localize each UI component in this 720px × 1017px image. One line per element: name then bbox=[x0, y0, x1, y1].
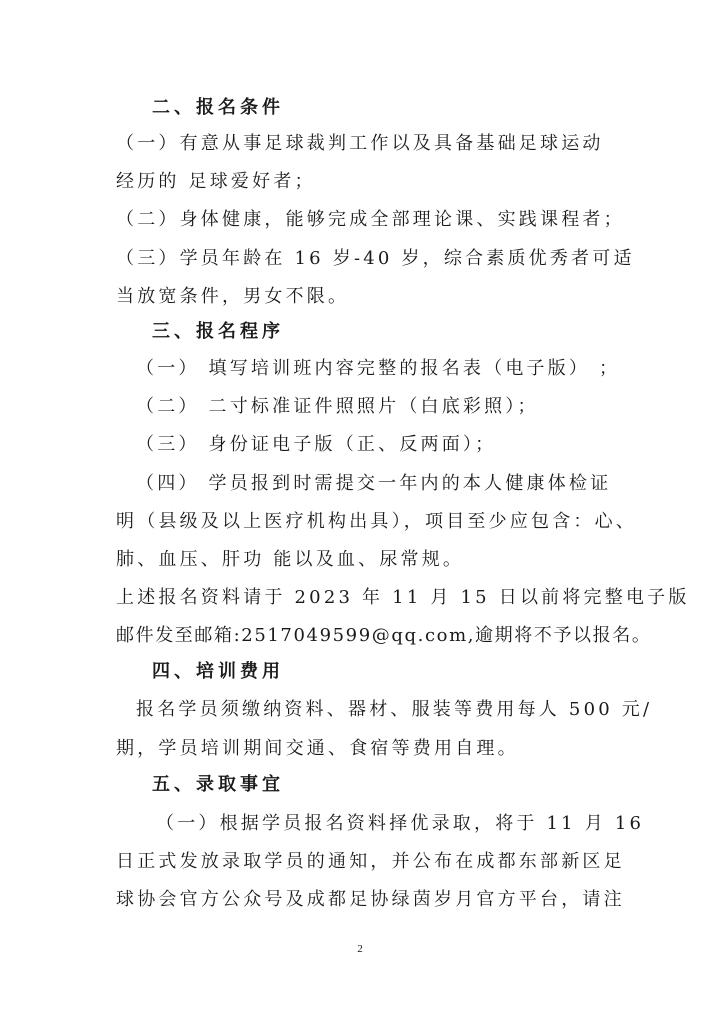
section-3-item-4a: （四） 学员报到时需提交一年内的本人健康体检证 bbox=[136, 473, 612, 494]
section-2-item-1b: 经历的 足球爱好者； bbox=[116, 171, 316, 192]
section-3-item-1: （一） 填写培训班内容完整的报名表（电子版） ； bbox=[136, 358, 621, 379]
section-2-item-3b: 当放宽条件，男女不限。 bbox=[116, 286, 350, 307]
section-2-title: 二、报名条件 bbox=[152, 97, 284, 118]
section-3-item-3: （三） 身份证电子版（正、反两面）； bbox=[136, 434, 497, 455]
section-2-item-3a: （三）学员年龄在 16 岁-40 岁，综合素质优秀者可适 bbox=[116, 248, 635, 269]
section-3-title: 三、报名程序 bbox=[152, 321, 284, 342]
section-5-item-1c: 球协会官方公众号及成都足协绿茵岁月官方平台，请注 bbox=[116, 889, 625, 910]
section-5-title: 五、录取事宜 bbox=[152, 774, 284, 795]
section-3-item-4b: 明（县级及以上医疗机构出具），项目至少应包含：心、 bbox=[116, 511, 637, 532]
section-4-title: 四、培训费用 bbox=[152, 661, 284, 682]
section-4-item-1b: 期，学员培训期间交通、食宿等费用自理。 bbox=[116, 738, 519, 759]
section-3-note-a: 上述报名资料请于 2023 年 11 月 15 日以前将完整电子版 bbox=[116, 587, 690, 608]
section-3-item-2: （二） 二寸标准证件照照片（白底彩照）； bbox=[136, 396, 539, 417]
section-2-item-2: （二）身体健康，能够完成全部理论课、实践课程者； bbox=[116, 209, 625, 230]
section-3-item-4c: 肺、血压、肝功 能以及血、尿常规。 bbox=[116, 549, 465, 570]
section-5-item-1a: （一）根据学员报名资料择优录取，将于 11 月 16 bbox=[156, 813, 645, 834]
section-2-item-1a: （一）有意从事足球裁判工作以及具备基础足球运动 bbox=[116, 133, 604, 154]
section-5-item-1b: 日正式发放录取学员的通知，并公布在成都东部新区足 bbox=[116, 851, 625, 872]
page-number: 2 bbox=[357, 943, 363, 955]
section-4-item-1a: 报名学员须缴纳资料、器材、服装等费用每人 500 元/ bbox=[136, 699, 653, 720]
section-3-note-b: 邮件发至邮箱:2517049599@qq.com,逾期将不予以报名。 bbox=[116, 625, 652, 646]
